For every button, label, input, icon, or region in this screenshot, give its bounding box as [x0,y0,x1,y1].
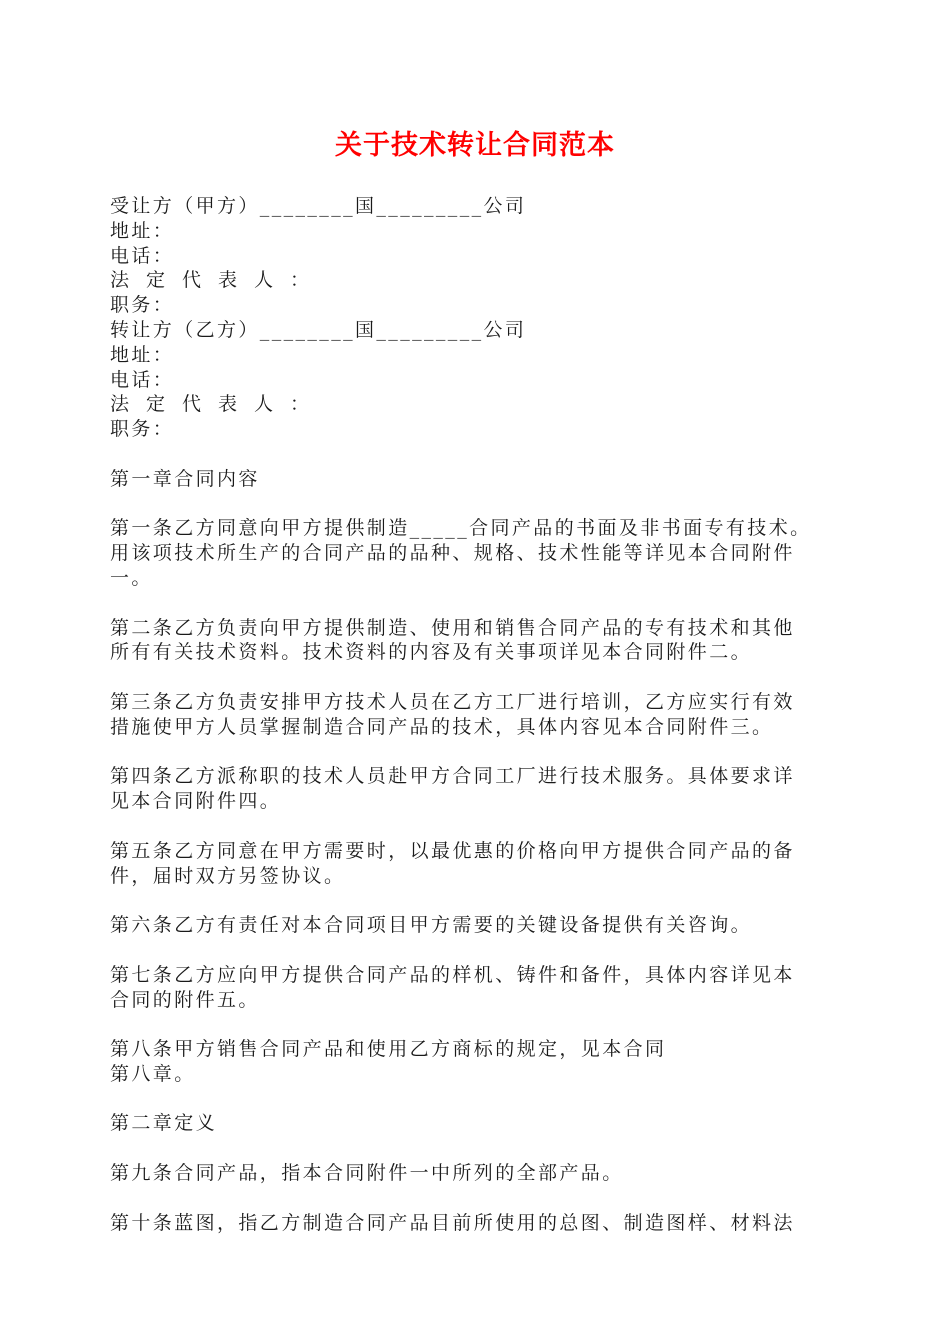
transferor-position-line: 职务： [110,418,175,441]
transferor-legal-rep-line: 法定代表人： [110,393,327,416]
article-1-line: 一。 [110,566,153,589]
article-6-line: 第六条乙方有责任对本合同项目甲方需要的关键设备提供有关咨询。 [110,914,753,937]
article-4-line: 第四条乙方派称职的技术人员赴甲方合同工厂进行技术服务。具体要求详 [110,765,795,788]
article-9-line: 第九条合同产品，指本合同附件一中所列的全部产品。 [110,1162,624,1185]
transferee-legal-rep-line: 法定代表人： [110,269,327,292]
transferor-name-line: 转让方（乙方）________国_________公司 [110,318,527,341]
article-7-line: 合同的附件五。 [110,988,260,1011]
article-3-line: 措施使甲方人员掌握制造合同产品的技术，具体内容见本合同附件三。 [110,715,774,738]
article-2-line: 第二条乙方负责向甲方提供制造、使用和销售合同产品的专有技术和其他 [110,616,795,639]
article-9 [110,1161,845,1186]
article-6 [110,913,845,938]
article-5-line: 件，届时双方另签协议。 [110,864,346,887]
article-8-line: 第八章。 [110,1062,196,1085]
article-4-line: 见本合同附件四。 [110,790,282,813]
article-7-line: 第七条乙方应向甲方提供合同产品的样机、铸件和备件，具体内容详见本 [110,963,795,986]
article-1-line: 第一条乙方同意向甲方提供制造_____合同产品的书面及非书面专有技术。 [110,517,812,540]
chapter-2-heading: 第二章定义 [110,1112,218,1135]
article-1 [110,516,845,590]
article-8 [110,1037,845,1087]
article-4 [110,764,845,814]
article-5 [110,839,845,889]
article-10 [110,1211,845,1236]
chapter-1-heading: 第一章合同内容 [110,467,260,490]
transferee-address-line: 地址： [110,219,175,242]
transferee-name-line: 受让方（甲方）________国_________公司 [110,195,527,217]
document-title: 关于技术转让合同范本 [335,130,615,161]
chapter-heading [110,1111,845,1136]
transferor-phone-line: 电话： [110,368,175,391]
article-3 [110,690,845,740]
article-7 [110,963,845,1013]
article-8-line: 第八条甲方销售合同产品和使用乙方商标的规定，见本合同 [110,1038,667,1061]
chapter-heading [110,467,845,492]
article-2 [110,616,845,666]
article-5-line: 第五条乙方同意在甲方需要时，以最优惠的价格向甲方提供合同产品的备 [110,839,795,862]
transferor-address-line: 地址： [110,343,175,366]
article-1-line: 用该项技术所生产的合同产品的品种、规格、技术性能等详见本合同附件 [110,542,795,565]
article-2-line: 所有有关技术资料。技术资料的内容及有关事项详见本合同附件二。 [110,641,753,664]
transferee-phone-line: 电话： [110,244,175,267]
document-body [110,194,845,1235]
article-10-line: 第十条蓝图，指乙方制造合同产品目前所使用的总图、制造图样、材料法 [110,1211,795,1234]
article-3-line: 第三条乙方负责安排甲方技术人员在乙方工厂进行培训，乙方应实行有效 [110,690,795,713]
transferee-position-line: 职务： [110,294,175,317]
